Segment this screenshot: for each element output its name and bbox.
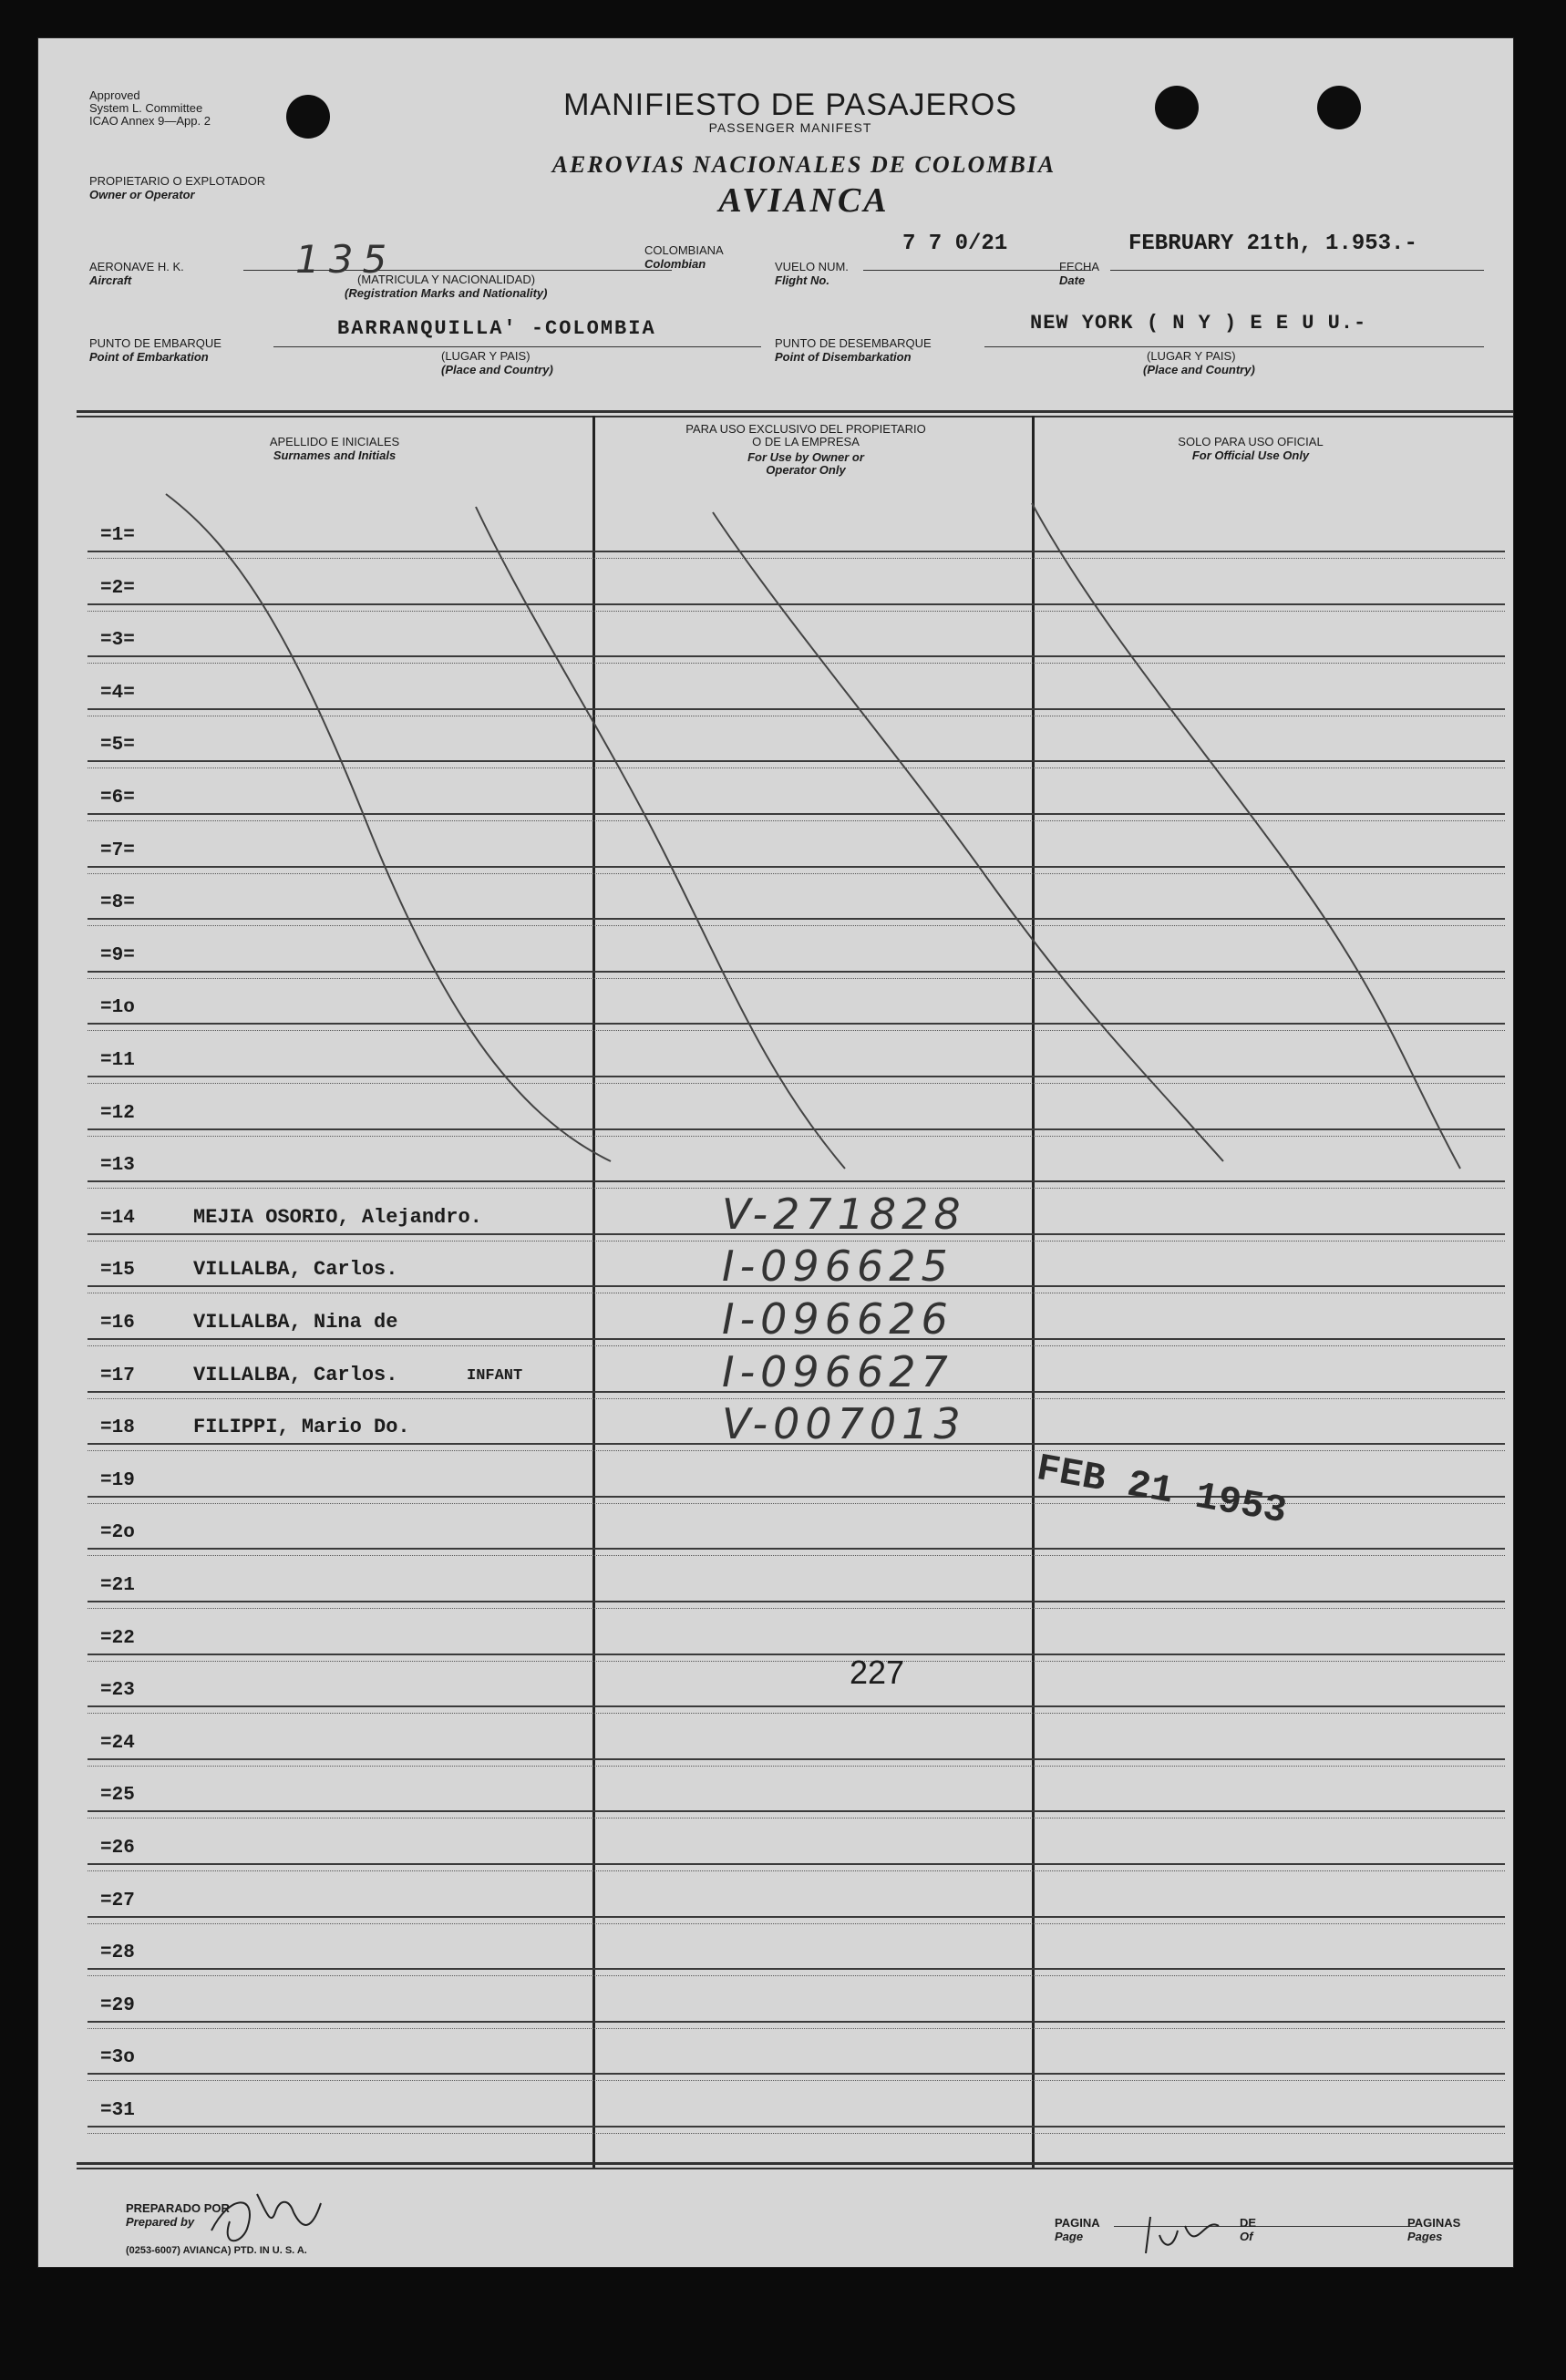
registration-label-en: (Registration Marks and Nationality) (345, 286, 548, 300)
passenger-document: V-271828 (722, 1189, 966, 1239)
col-owner-use-en-2: Operator Only (766, 463, 846, 477)
approval-line-2: System L. Committee (89, 101, 203, 115)
row-number: =3o (100, 2047, 135, 2069)
embarkation-label-en: Point of Embarkation (89, 350, 209, 364)
row-number: =2o (100, 1522, 135, 1544)
disembark-place-label: (LUGAR Y PAIS) (1147, 349, 1236, 363)
passenger-name: MEJIA OSORIO, Alejandro. (193, 1205, 482, 1229)
page-scribble (1132, 2199, 1232, 2262)
aircraft-label-en: Aircraft (89, 273, 132, 287)
aircraft-label: AERONAVE H. K. (89, 260, 184, 273)
row-number: =25 (100, 1785, 135, 1807)
row-number: =24 (100, 1732, 135, 1754)
owner-label: PROPIETARIO O EXPLOTADOR (89, 174, 266, 188)
passenger-document: I-096626 (722, 1294, 953, 1344)
row-number: =18 (100, 1417, 135, 1439)
owner-label-en: Owner or Operator (89, 188, 195, 201)
page-label: PAGINA (1055, 2216, 1100, 2230)
of-label: DE (1240, 2216, 1257, 2230)
prepared-label: PREPARADO POR (126, 2201, 230, 2215)
col-official-en: For Official Use Only (1191, 448, 1310, 462)
embark-place-label-en: (Place and Country) (441, 363, 553, 376)
row-number: =13 (100, 1155, 135, 1177)
embark-place-label: (LUGAR Y PAIS) (441, 349, 531, 363)
airline-brand: AVIANCA (718, 181, 890, 220)
approval-line-1: Approved (89, 88, 140, 102)
col-owner-use-en: For Use by Owner or (747, 450, 864, 464)
date-label-en: Date (1059, 273, 1086, 287)
manifest-title: MANIFIESTO DE PASAJEROS (563, 88, 1017, 122)
row-number: =15 (100, 1260, 135, 1282)
row-number: =6= (100, 788, 135, 809)
flight-date: FEBRUARY 21th, 1.953.- (1128, 232, 1417, 256)
row-number: =19 (100, 1469, 135, 1491)
signature-mark (202, 2176, 339, 2258)
embarkation-point: BARRANQUILLA' -COLOMBIA (337, 317, 656, 340)
row-number: =29 (100, 1994, 135, 2016)
registration-label: (MATRICULA Y NACIONALIDAD) (357, 273, 536, 286)
approval-line-3: ICAO Annex 9—App. 2 (89, 114, 211, 128)
row-number: =11 (100, 1050, 135, 1071)
row-number: =27 (100, 1890, 135, 1911)
col-official: SOLO PARA USO OFICIAL (1178, 435, 1324, 448)
of-label-en: Of (1240, 2230, 1253, 2243)
passenger-document: I-096625 (722, 1242, 953, 1292)
row-number: =14 (100, 1207, 135, 1229)
col-surnames-en: Surnames and Initials (273, 448, 397, 462)
page-label-en: Page (1055, 2230, 1084, 2243)
nationality-en: Colombian (644, 257, 706, 271)
col-surnames: APELLIDO E INICIALES (269, 435, 400, 448)
printer-line: (0253-6007) AVIANCA) PTD. IN U. S. A. (126, 2245, 307, 2256)
row-number: =1o (100, 997, 135, 1019)
row-number: =9= (100, 944, 135, 966)
prepared-label-en: Prepared by (126, 2215, 195, 2229)
passenger-name: FILIPPI, Mario Do. (193, 1416, 410, 1439)
disembarkation-point: NEW YORK ( N Y ) E E U U.- (1030, 312, 1367, 335)
disembarkation-label-en: Point of Disembarkation (775, 350, 912, 364)
pages-label-en: Pages (1407, 2230, 1443, 2243)
row-number: =4= (100, 682, 135, 704)
pages-label: PAGINAS (1407, 2216, 1461, 2230)
row-number: =23 (100, 1680, 135, 1702)
passenger-note: INFANT (467, 1366, 523, 1385)
passenger-document: I-096627 (722, 1346, 953, 1396)
nationality: COLOMBIANA (644, 243, 724, 257)
manifest-sheet (38, 38, 1513, 2267)
date-label: FECHA (1059, 260, 1100, 273)
row-number: =26 (100, 1838, 135, 1859)
flight-label: VUELO NUM. (775, 260, 849, 273)
row-number: =22 (100, 1627, 135, 1649)
row-number: =3= (100, 630, 135, 652)
flight-number: 7 7 0/21 (902, 232, 1008, 256)
row-number: =7= (100, 840, 135, 861)
disembark-place-label-en: (Place and Country) (1143, 363, 1255, 376)
embarkation-label: PUNTO DE EMBARQUE (89, 336, 222, 350)
passenger-name: VILLALBA, Nina de (193, 1311, 398, 1334)
row-number: =31 (100, 2100, 135, 2121)
row-number: =5= (100, 735, 135, 757)
row-number: =21 (100, 1575, 135, 1596)
cancel-strokes (38, 38, 1513, 2267)
aircraft-registration: 135 (295, 237, 397, 282)
row-number: =1= (100, 525, 135, 546)
passenger-name: VILLALBA, Carlos. (193, 1258, 398, 1282)
page-number: 227 (850, 1654, 905, 1691)
date-stamp: FEB 21 1953 (1033, 1447, 1291, 1534)
row-number: =12 (100, 1102, 135, 1124)
row-number: =8= (100, 892, 135, 914)
manifest-subtitle: PASSENGER MANIFEST (708, 120, 872, 135)
passenger-document: V-007013 (722, 1399, 966, 1449)
row-number: =16 (100, 1313, 135, 1334)
passenger-name: VILLALBA, Carlos. (193, 1363, 398, 1386)
row-number: =2= (100, 577, 135, 599)
disembarkation-label: PUNTO DE DESEMBARQUE (775, 336, 932, 350)
airline-name: AEROVIAS NACIONALES DE COLOMBIA (551, 151, 1056, 178)
row-number: =17 (100, 1365, 135, 1386)
flight-label-en: Flight No. (775, 273, 829, 287)
row-number: =28 (100, 1942, 135, 1964)
col-owner-use-2: O DE LA EMPRESA (752, 435, 860, 448)
col-owner-use: PARA USO EXCLUSIVO DEL PROPIETARIO (685, 422, 926, 436)
